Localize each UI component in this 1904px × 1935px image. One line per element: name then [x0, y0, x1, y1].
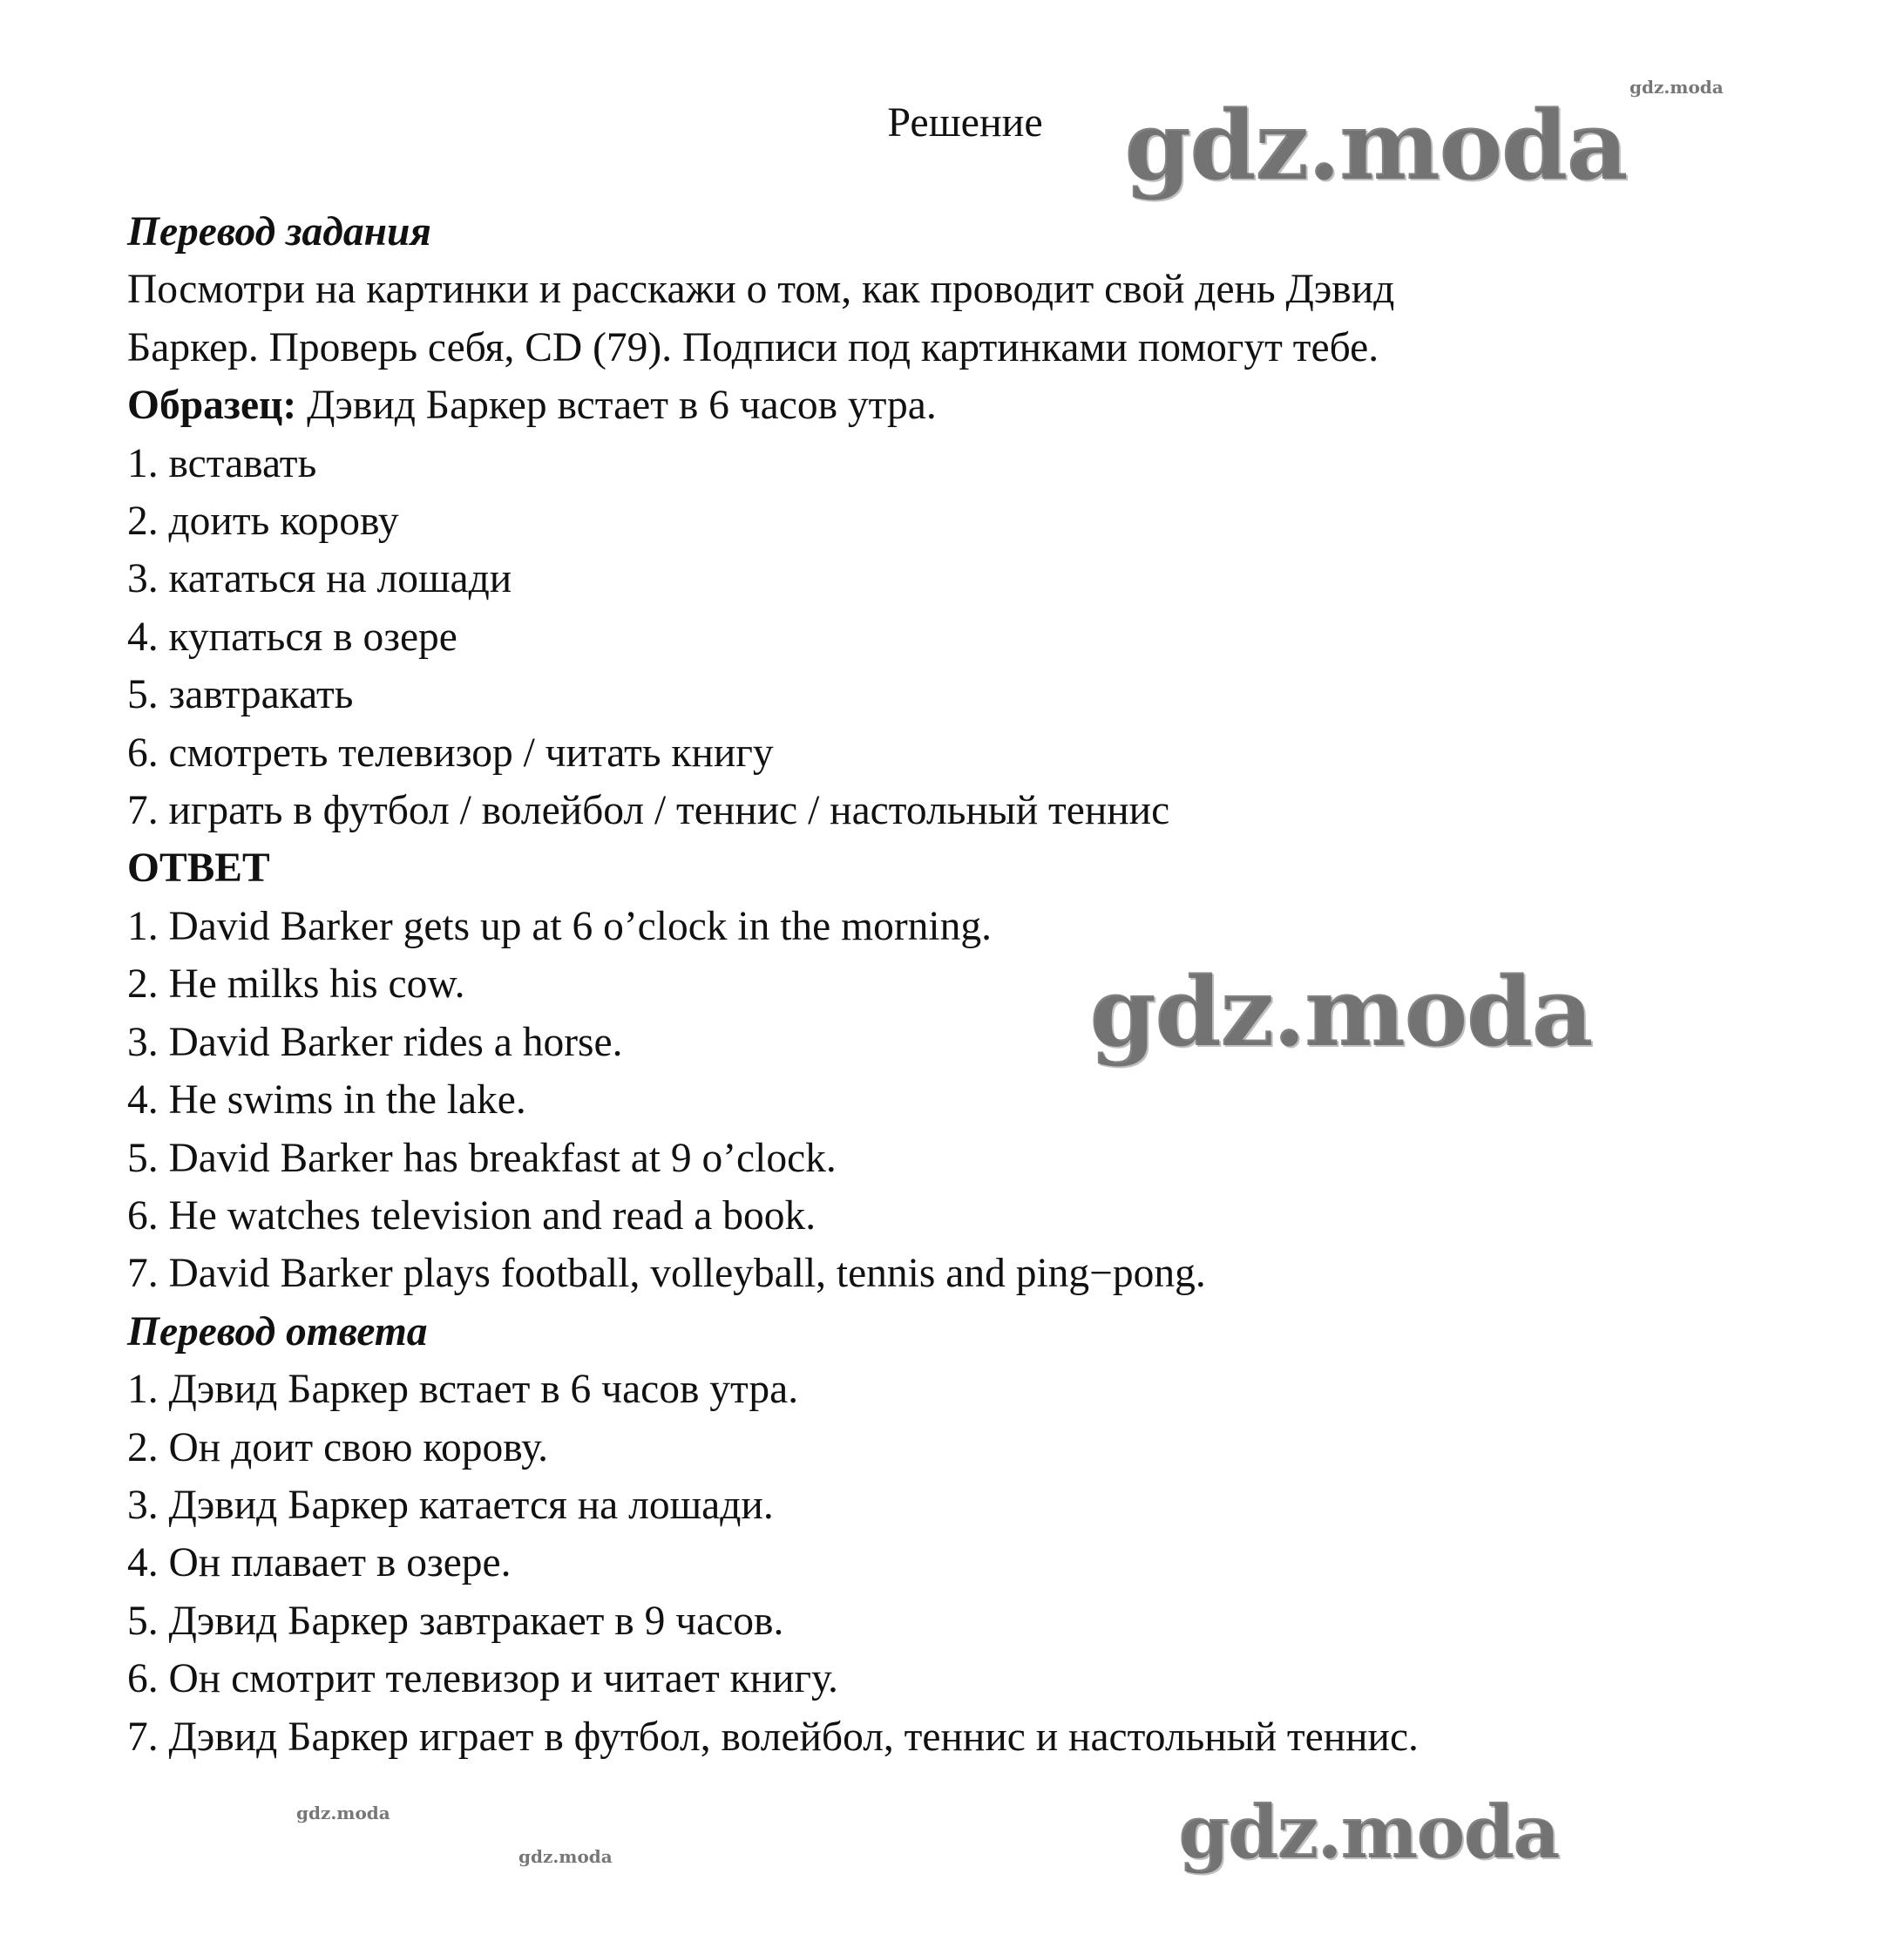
answer-translation-item: 1. Дэвид Баркер встает в 6 часов утра. [127, 1367, 799, 1413]
task-item: 4. купаться в озере [127, 614, 457, 660]
answer-item: 4. He swims in the lake. [127, 1077, 526, 1124]
answer-translation-item: 7. Дэвид Баркер играет в футбол, волейбол, теннис и настольный теннис. [127, 1714, 1419, 1760]
answer-item: 5. David Barker has breakfast at 9 o’clock. [127, 1135, 837, 1181]
example-text: Дэвид Баркер встает в 6 часов утра. [296, 383, 937, 429]
answer-item: 2. He milks his cow. [127, 961, 465, 1008]
task-item: 3. кататься на лошади [127, 556, 512, 602]
answer-item: 6. He watches television and read a book. [127, 1192, 816, 1239]
page-title: Решение [887, 99, 1043, 146]
task-item: 2. доить корову [127, 499, 399, 545]
answer-item: 3. David Barker rides a horse. [127, 1019, 623, 1065]
answer-translation-item: 4. Он плавает в озере. [127, 1540, 512, 1586]
task-item: 1. вставать [127, 440, 317, 486]
answer-translation-item: 5. Дэвид Баркер завтракает в 9 часов. [127, 1598, 784, 1644]
task-text-line-1: Посмотри на картинки и расскажи о том, как проводит свой день Дэвид [127, 267, 1395, 313]
task-text-line-2: Баркер. Проверь себя, CD (79). Подписи под картинками помогут тебе. [127, 324, 1379, 370]
answer-heading: ОТВЕТ [127, 845, 270, 892]
answer-item: 7. David Barker plays football, volleyball, tennis and ping−pong. [127, 1251, 1206, 1297]
task-item: 7. играть в футбол / волейбол / теннис / настольный теннис [127, 788, 1170, 834]
watermark-logo: gdz.moda [1178, 1789, 1559, 1875]
watermark-logo: gdz.moda [1089, 955, 1592, 1068]
answer-translation-item: 3. Дэвид Баркер катается на лошади. [127, 1482, 774, 1528]
answer-translation-heading: Перевод ответа [127, 1308, 428, 1354]
example-label: Образец: [127, 383, 297, 429]
watermark-small: gdz.moda [296, 1803, 390, 1823]
task-translation-heading: Перевод задания [127, 209, 431, 255]
answer-translation-item: 6. Он смотрит телевизор и читает книгу. [127, 1656, 838, 1702]
watermark-logo: gdz.moda [1124, 89, 1627, 201]
watermark-small: gdz.moda [1630, 77, 1724, 98]
task-item: 5. завтракать [127, 672, 354, 718]
task-item: 6. смотреть телевизор / читать книгу [127, 730, 774, 776]
example-line [127, 377, 1835, 434]
answer-translation-item: 2. Он доит свою корову. [127, 1424, 548, 1470]
watermark-small: gdz.moda [518, 1846, 613, 1867]
answer-item: 1. David Barker gets up at 6 o’clock in the morning. [127, 903, 992, 949]
